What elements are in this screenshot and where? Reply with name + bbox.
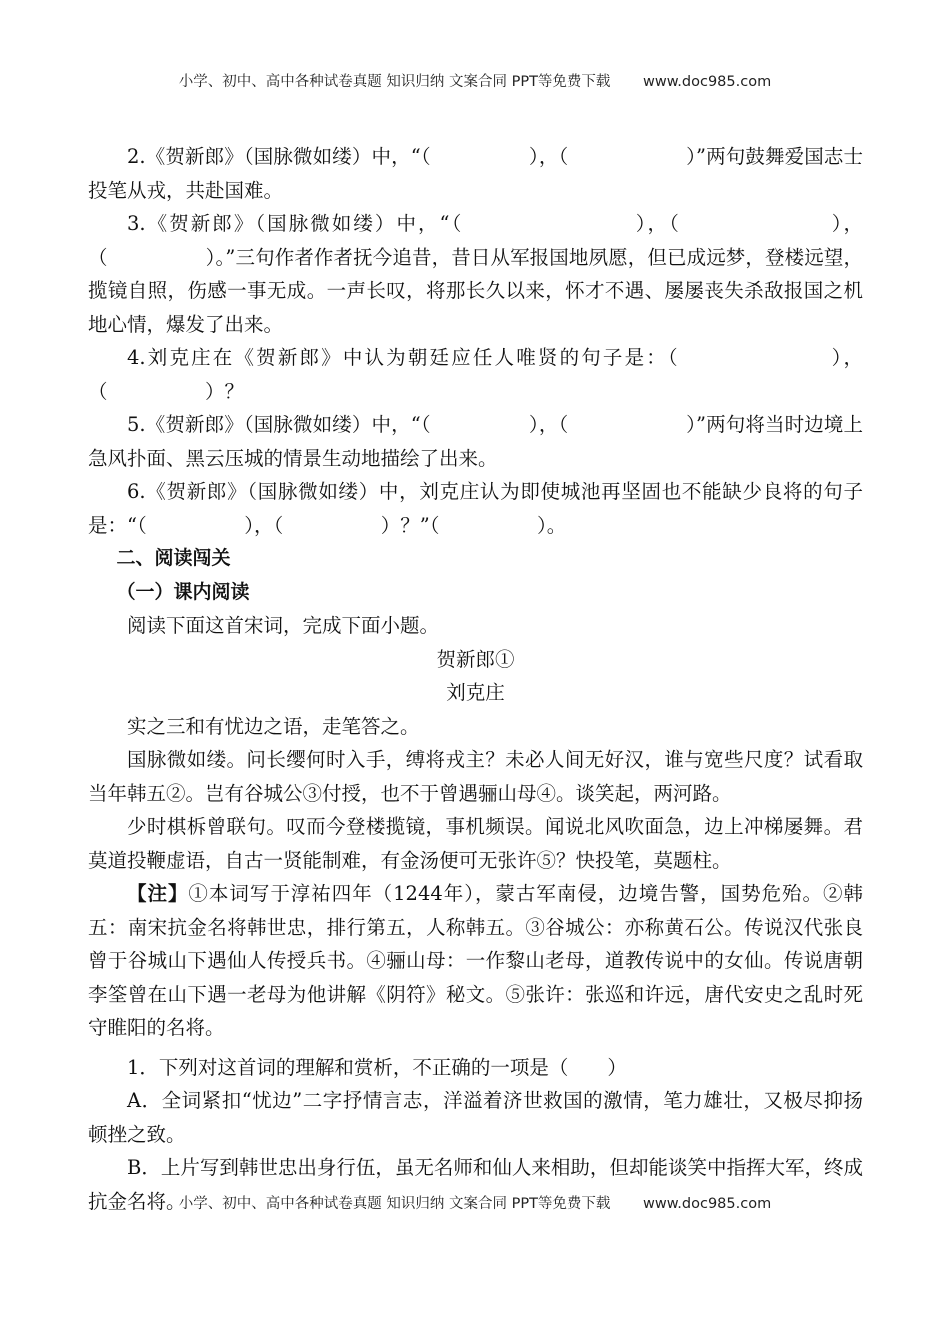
- poem-notes: [88, 877, 863, 1045]
- mcq-option-b: B．上片写到韩世忠出身行伍，虽无名师和仙人来相助，但却能谈笑中指挥大军，终成抗金名将。: [88, 1156, 863, 1213]
- header-text: 小学、初中、高中各种试卷真题 知识归纳 文案合同 PPT等免费下载: [178, 74, 611, 90]
- question-4: 4.刘克庄在《贺新郎》中认为朝廷应任人唯贤的句子是：（ ），（ ）？: [88, 346, 863, 403]
- notes-text: ①本词写于淳祐四年（1244年），蒙古军南侵，边境告警，国势危殆。②韩五：南宋抗金名将韩世忠，排行第五，人称韩五。③谷城公：亦称黄石公。传说汉代张良曾于谷城山下遇仙人传授兵书。④骊山母：一作黎山老母，道教传说中的女仙。传说唐朝李筌曾在山下遇一老母为他讲解《阴符》秘文。⑤张许：张巡和许远，唐代安史之乱时死守睢阳的名将。: [88, 882, 863, 1039]
- footer-site[interactable]: www.doc985.com: [643, 1196, 772, 1212]
- question-6: 6.《贺新郎》（国脉微如缕）中，刘克庄认为即使城池再坚固也不能缺少良将的句子是：“（ ），（ ）？”（ ）。: [88, 480, 863, 537]
- page-footer: [0, 1192, 950, 1213]
- poem-title: 贺新郎①: [436, 647, 515, 671]
- notes-label: 【注】: [127, 882, 189, 905]
- section-title: 二、阅读闯关: [116, 547, 231, 569]
- mcq-option-a: A．全词紧扣“忧边”二字抒情言志，洋溢着济世救国的激情，笔力雄壮，又极尽抑扬顿挫之致。: [88, 1089, 863, 1146]
- footer-text: 小学、初中、高中各种试卷真题 知识归纳 文案合同 PPT等免费下载: [178, 1196, 611, 1212]
- page-header: [0, 70, 950, 91]
- header-site[interactable]: www.doc985.com: [643, 74, 772, 90]
- poem-author: 刘克庄: [446, 681, 505, 704]
- question-2: 2.《贺新郎》（国脉微如缕）中，“（ ），（ ）”两句鼓舞爱国志士投笔从戎，共赴国难。: [88, 145, 863, 202]
- section-subtitle: （一）课内阅读: [116, 580, 250, 603]
- reading-instruction: 阅读下面这首宋词，完成下面小题。: [127, 614, 440, 637]
- question-3: 3.《贺新郎》（国脉微如缕）中，“（ ），（ ），（ ）。”三句作者作者抚今追昔，昔日从军报国地夙愿，但已成远梦，登楼远望，揽镜自照，伤感一事无成。一声长叹，将那长久以来，怀才不遇、屡屡丧失杀敌报国之机地心情，爆发了出来。: [88, 212, 863, 336]
- poem-preface: 实之三和有忧边之语，走笔答之。: [127, 714, 420, 738]
- mcq-stem: 1．下列对这首词的理解和赏析，不正确的一项是（ ）: [127, 1055, 627, 1079]
- document-body: [88, 140, 863, 1218]
- poem-stanza-1: 国脉微如缕。问长缨何时入手，缚将戎主？未必人间无好汉，谁与宽些尺度？试看取当年韩五②。岂有谷城公③付授，也不于曾遇骊山母④。谈笑起，两河路。: [88, 748, 863, 805]
- question-5: 5.《贺新郎》（国脉微如缕）中，“（ ），（ ）”两句将当时边境上急风扑面、黑云压城的情景生动地描绘了出来。: [88, 413, 863, 470]
- poem-stanza-2: 少时棋柝曾联句。叹而今登楼揽镜，事机频误。闻说北风吹面急，边上冲梯屡舞。君莫道投鞭虚语，自古一贤能制难，有金汤便可无张许⑤？快投笔，莫题柱。: [88, 815, 863, 872]
